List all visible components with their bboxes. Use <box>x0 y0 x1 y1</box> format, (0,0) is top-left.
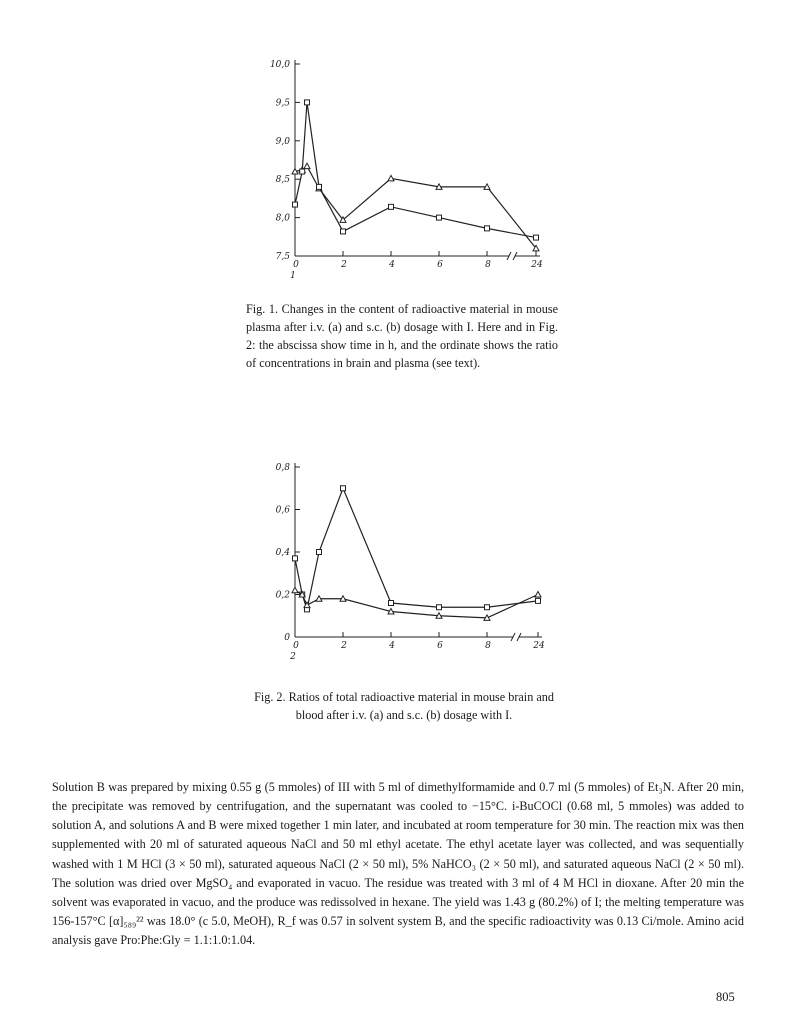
x-tick-label: 8 <box>485 260 491 270</box>
triangle-point <box>292 587 298 593</box>
square-point <box>317 550 322 555</box>
figure-1-plot <box>255 52 555 282</box>
square-point <box>437 605 442 610</box>
series-1-line <box>295 488 538 609</box>
square-point <box>437 215 442 220</box>
square-point <box>485 605 490 610</box>
series-2-line <box>295 590 538 618</box>
square-point <box>293 556 298 561</box>
figure-number-label: 2 <box>290 652 296 662</box>
y-tick-label: 9,5 <box>275 98 290 109</box>
triangle-point <box>304 163 310 169</box>
square-point <box>389 204 394 209</box>
square-point <box>317 184 322 189</box>
y-tick-label: 9,0 <box>275 136 290 147</box>
y-tick-label: 0,6 <box>275 505 290 516</box>
y-tick-label: 8,5 <box>275 175 290 186</box>
body-paragraph: Solution B was prepared by mixing 0.55 g (5 mmoles) of III with 5 ml of dimethylformamide and 0.7 ml (5 mmoles) of Et₃N. After 20 min, the precipitate was removed by centrifugation, and the supernatant was cooled to −15°C. i-BuCOCl (0.68 ml, 5 mmoles) was added to solution A, and solutions A and B were mixed together 1 min later, and incubated at room temperature for 30 min. The reaction mix was then supplemented with 20 ml of saturated aqueous NaCl and 50 ml ethyl acetate. The ethyl acetate layer was collected, and was sequentially washed with 1 M HCl (3 × 50 ml), saturated aqueous NaCl (2 × 50 ml), 5% NaHCO₃ (2 × 50 ml), and saturated aqueous NaCl (2 × 50 ml). The solution was dried over MgSO₄ and evaporated in vacuo. The residue was treated with 3 ml of 4 M HCl in dioxane. After 20 min the solvent was evaporated in vacuo, and the produce was redissolved in hexane. The yield was 1.43 g (80.2%) of I; the melting temperature was 156-157°C [α]₅₈₉²² was 18.0° (c 5.0, MeOH), R_f was 0.57 in solvent system B, and the specific radioactivity was 0.13 Ci/mole. Amino acid analysis gave Pro:Phe:Gly = 1.1:1.0:1.04. <box>52 780 744 947</box>
y-tick-label: 0 <box>284 633 290 643</box>
page-number: 805 <box>716 990 735 1004</box>
x-tick-label: 2 <box>341 641 347 651</box>
y-tick-label: 10,0 <box>269 60 290 70</box>
triangle-point <box>535 592 541 598</box>
x-tick-label: 6 <box>437 641 443 651</box>
square-point <box>300 169 305 174</box>
triangle-point <box>388 175 394 181</box>
figure-number-label: 1 <box>290 271 296 281</box>
figure-1-caption: Fig. 1. Changes in the content of radioactive material in mouse plasma after i.v. (a) and s.c. (b) dosage with I. Here and in Fig. 2: the abscissa show time in h, and the ordinate shows the ratio of concentrations in brain and plasma (see text). <box>246 302 558 371</box>
square-point <box>534 235 539 240</box>
x-tick-label: 8 <box>485 641 491 651</box>
x-tick-label: 2 <box>341 260 347 270</box>
x-tick-label: 24 <box>531 260 543 270</box>
x-tick-label: 24 <box>533 641 545 651</box>
series-2-line <box>295 102 536 237</box>
figure-2-plot <box>255 432 555 662</box>
y-tick-label: 0,2 <box>275 590 290 601</box>
figure-2-caption: Fig. 2. Ratios of total radioactive material in mouse brain and blood after i.v. (a) and s.c. (b) dosage with I. <box>254 690 554 723</box>
square-point <box>536 598 541 603</box>
y-tick-label: 8,0 <box>275 213 290 224</box>
figure-1-chart <box>255 52 555 282</box>
x-tick-label: 0 <box>293 260 299 270</box>
figure-2-chart <box>255 432 555 662</box>
x-tick-label: 0 <box>293 641 299 651</box>
y-tick-label: 7,5 <box>275 252 290 262</box>
series-1-line <box>295 166 536 248</box>
square-point <box>293 202 298 207</box>
square-point <box>305 100 310 105</box>
square-point <box>389 601 394 606</box>
square-point <box>485 226 490 231</box>
x-tick-label: 4 <box>389 260 395 270</box>
square-point <box>341 486 346 491</box>
y-tick-label: 0,8 <box>275 463 290 473</box>
x-tick-label: 4 <box>389 641 395 651</box>
y-tick-label: 0,4 <box>275 548 290 558</box>
x-tick-label: 6 <box>437 260 443 270</box>
square-point <box>341 229 346 234</box>
